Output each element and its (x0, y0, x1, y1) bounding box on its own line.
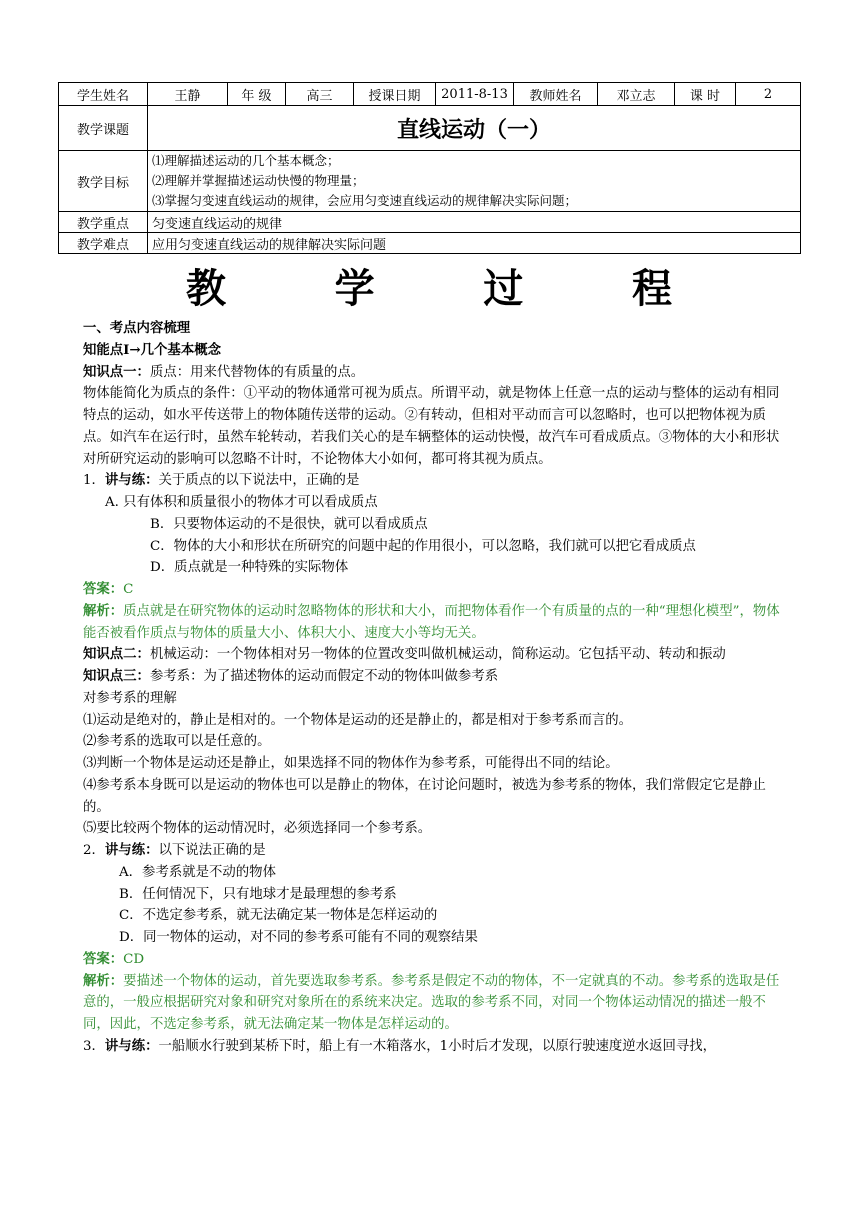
kp-label: 知识点二： (83, 646, 150, 663)
goal-item: ⑴理解描述运动的几个基本概念； (152, 153, 340, 168)
kp-text: 机械运动：一个物体相对另一物体的位置改变叫做机械运动，简称运动。它包括平动、转动和振动 (149, 647, 726, 663)
heading-char: 过 (483, 266, 524, 312)
kp3-point: ⑴运动是绝对的，静止是相对的。一个物体是运动的还是静止的，都是相对于参考系而言的。 (83, 712, 633, 728)
option-b: B．任何情况下，只有地球才是最理想的参考系 (119, 886, 397, 902)
option-b: B．只要物体运动的不是很快，就可以看成质点 (150, 516, 428, 532)
answer-2 (83, 949, 783, 971)
option-a: A．参考系就是不动的物体 (119, 864, 276, 880)
goal-item: ⑶掌握匀变速直线运动的规律，会应用匀变速直线运动的规律解决实际问题； (152, 193, 578, 208)
knowledge-point-1 (83, 362, 783, 384)
lesson-topic: 直线运动（一） (148, 106, 801, 151)
grade-value: 高三 (286, 83, 354, 106)
question-text: 以下说法正确的是 (158, 843, 266, 858)
content-body (83, 318, 783, 1058)
periods-label: 课 时 (675, 83, 736, 106)
kp-label: 知识点一： (83, 363, 150, 380)
analysis-text: 质点就是在研究物体的运动时忽略物体的形状和大小，而把物体看作一个有质量的点的一种“理想化模型”，物体能否被看作质点与物体的质量大小、体积大小、速度大小等均无关。 (83, 603, 780, 641)
analysis-label: 解析： (83, 972, 124, 989)
answer-value: CD (123, 951, 145, 967)
kp3-point: ⑷参考系本身既可以是运动的物体也可以是静止的物体，在讨论问题时，被选为参考系的物体，我们常假定它是静止的。 (83, 777, 766, 815)
goal-item: ⑵理解并掌握描述运动快慢的物理量； (152, 173, 365, 188)
teacher-name: 邓立志 (598, 83, 675, 106)
answer-1 (83, 579, 783, 601)
analysis-text: 要描述一个物体的运动，首先要选取参考系。参考系是假定不动的物体，不一定就真的不动。参考系的选取是任意的，一般应根据研究对象和研究对象所在的系统来决定。选取的参考系不同，对同一个物体运动情况的描述一般不同，因此，不选定参考系，就无法确定某一物体是怎样运动的。 (83, 973, 780, 1032)
analysis-label: 解析： (83, 602, 124, 619)
option-d: D．同一物体的运动，对不同的参考系可能有不同的观察结果 (119, 930, 478, 945)
goals-label: 教学目标 (59, 151, 148, 212)
knowledge-point-2 (83, 644, 783, 666)
heading-char: 学 (334, 266, 375, 312)
question-number: 3． (83, 1038, 105, 1054)
question-number: 1． (83, 473, 105, 489)
heading-char: 程 (631, 266, 672, 312)
answer-label: 答案： (83, 950, 124, 967)
goals-list (148, 151, 801, 212)
periods-value: 2 (736, 83, 801, 106)
kp-label: 知识点三： (83, 668, 150, 684)
option-d: D．质点就是一种特殊的实际物体 (150, 560, 349, 576)
difficulty-point: 应用匀变速直线运动的规律解决实际问题 (148, 233, 801, 254)
kp3-point: ⑸要比较两个物体的运动情况时，必须选择同一个参考系。 (83, 821, 432, 837)
kp3-point: ⑵参考系的选取可以是任意的。 (83, 734, 271, 750)
question-1 (83, 470, 783, 492)
question-text: 一船顺水行驶到某桥下时，船上有一木箱落水，1小时后才发现，以原行驶速度逆水返回寻找， (158, 1038, 717, 1054)
question-label: 讲与练： (104, 472, 159, 489)
key-label: 教学重点 (59, 212, 148, 233)
question-label: 讲与练： (104, 842, 159, 858)
topic-label: 教学课题 (59, 106, 148, 151)
section-heading: 一、考点内容梳理 (83, 320, 191, 336)
option-a: A. 只有体积和质量很小的物体才可以看成质点 (105, 495, 378, 510)
analysis-2 (83, 971, 783, 1036)
lesson-info-table (58, 82, 801, 254)
answer-value: C (123, 582, 134, 597)
kp-text: 质点：用来代替物体的有质量的点。 (149, 364, 365, 380)
teacher-label: 教师姓名 (514, 83, 598, 106)
question-2 (83, 840, 783, 862)
question-text: 关于质点的以下说法中，正确的是 (158, 473, 360, 489)
student-label: 学生姓名 (59, 83, 148, 106)
grade-label: 年 级 (228, 83, 286, 106)
knowledge-point-3 (83, 666, 783, 688)
answer-label: 答案： (83, 581, 124, 597)
option-c: C．不选定参考系，就无法确定某一物体是怎样运动的 (119, 908, 438, 924)
question-number: 2． (83, 843, 105, 858)
key-point: 匀变速直线运动的规律 (148, 212, 801, 233)
date-label: 授课日期 (354, 83, 436, 106)
difficulty-label: 教学难点 (59, 233, 148, 254)
date-value: 2011-8-13 (436, 83, 514, 106)
heading-char: 教 (186, 266, 226, 312)
kp3-subheading: 对参考系的理解 (83, 690, 177, 706)
teaching-process-heading (58, 262, 800, 316)
option-c: C．物体的大小和形状在所研究的问题中起的作用很小，可以忽略，我们就可以把它看成质点 (150, 538, 696, 554)
question-label: 讲与练： (104, 1037, 159, 1054)
kp-text: 参考系：为了描述物体的运动而假定不动的物体叫做参考系 (149, 669, 499, 684)
question-3 (83, 1036, 783, 1058)
student-name: 王静 (148, 83, 228, 106)
kp1-paragraph: 物体能简化为质点的条件：①平动的物体通常可视为质点。所谓平动，就是物体上任意一点的运动与整体的运动有相同特点的运动，如水平传送带上的物体随传送带的运动。②有转动，但相对平动而言可以忽略时，也可以把物体视为质点。如汽车在运行时，虽然车轮转动，若我们关心的是车辆整体的运动快慢，故汽车可看成质点。③物体的大小和形状对所研究运动的影响可以忽略不计时，不论物体大小如何，都可将其视为质点。 (83, 386, 780, 467)
kp3-point: ⑶判断一个物体是运动还是静止，如果选择不同的物体作为参考系，可能得出不同的结论。 (83, 756, 619, 771)
analysis-1 (83, 601, 783, 645)
subsection-heading: 知能点Ⅰ→几个基本概念 (83, 341, 221, 358)
